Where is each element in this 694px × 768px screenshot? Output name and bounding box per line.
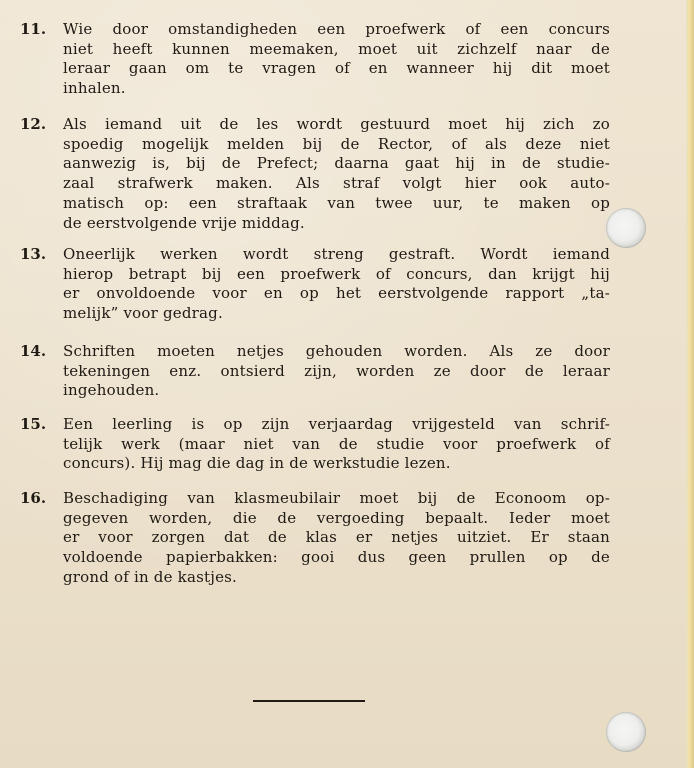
rule-line: niet heeft kunnen meemaken, moet uit zichzelf naar de (63, 39, 610, 58)
rule-text (63, 115, 610, 233)
rule-number: 15. (20, 415, 47, 433)
rule-line: tekeningen enz. ontsierd zijn, worden ze door de leraar (63, 361, 610, 380)
binder-hole-bottom (606, 712, 646, 752)
rule-number: 14. (20, 342, 47, 360)
rule-line: spoedig mogelijk melden bij de Rector, of als deze niet (63, 134, 610, 153)
binder-hole-top (606, 208, 646, 248)
rule-item-12 (20, 115, 610, 233)
rule-line: Oneerlijk werken wordt streng gestraft. Wordt iemand (63, 245, 610, 263)
rule-line: Beschadiging van klasmeubilair moet bij de Econoom op- (63, 489, 610, 507)
rule-item-16 (20, 489, 610, 588)
rule-line: telijk werk (maar niet van de studie voor proefwerk of (63, 434, 610, 453)
rule-line: zaal strafwerk maken. Als straf volgt hier ook auto- (63, 174, 610, 193)
rule-item-14 (20, 342, 610, 401)
rule-text (63, 245, 610, 324)
rule-line: ingehouden. (63, 381, 160, 400)
rule-line: concurs). Hij mag die dag in de werkstudie lezen. (63, 454, 451, 473)
rule-line: Wie door omstandigheden een proefwerk of een concurs (63, 20, 610, 38)
rule-line: de eerstvolgende vrije middag. (63, 213, 305, 232)
rule-line: Schriften moeten netjes gehouden worden. Als ze door (63, 342, 610, 360)
rule-line: Een leerling is op zijn verjaardag vrijgesteld van schrif- (63, 415, 610, 433)
rule-line: voldoende papierbakken: gooi dus geen prullen op de (63, 548, 610, 567)
rule-item-13 (20, 245, 610, 324)
rule-text (63, 20, 610, 99)
rule-line: er onvoldoende voor en op het eerstvolgende rapport „ta- (63, 284, 610, 303)
end-divider (253, 700, 365, 702)
rule-line: aanwezig is, bij de Prefect; daarna gaat hij in de studie- (63, 154, 610, 173)
rule-line: grond of in de kastjes. (63, 567, 238, 586)
rule-number: 13. (20, 245, 47, 263)
rule-line: leraar gaan om te vragen of en wanneer hij dit moet (63, 59, 610, 78)
page-edge-strip (686, 0, 694, 768)
rule-line: hierop betrapt bij een proefwerk of concurs, dan krijgt hij (63, 264, 610, 283)
rule-text (63, 342, 610, 401)
rule-number: 12. (20, 115, 47, 133)
rule-line: er voor zorgen dat de klas er netjes uitziet. Er staan (63, 528, 610, 547)
rule-item-11 (20, 20, 610, 99)
rule-line: inhalen. (63, 79, 126, 98)
rule-item-15 (20, 415, 610, 474)
rule-line: Als iemand uit de les wordt gestuurd moet hij zich zo (63, 115, 610, 133)
rule-line: matisch op: een straftaak van twee uur, te maken op (63, 193, 610, 212)
rule-line: gegeven worden, die de vergoeding bepaalt. Ieder moet (63, 508, 610, 527)
rule-line: melijk” voor gedrag. (63, 304, 223, 323)
rule-number: 11. (20, 20, 47, 38)
rule-number: 16. (20, 489, 47, 507)
rule-text (63, 489, 610, 588)
rule-text (63, 415, 610, 474)
